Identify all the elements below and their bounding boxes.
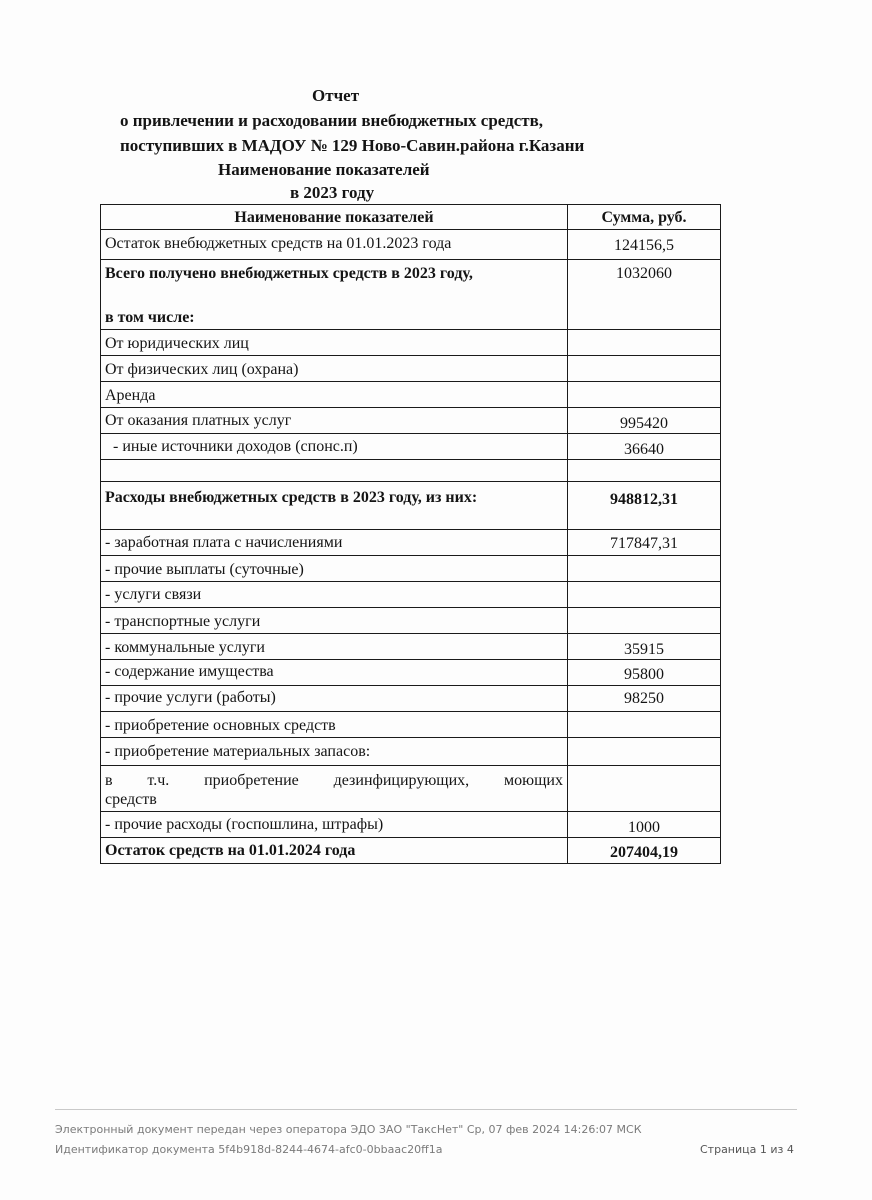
row-label: - заработная плата с начислениями <box>101 530 568 556</box>
row-label <box>101 460 568 482</box>
row-amount: 207404,19 <box>568 838 721 864</box>
row-amount: 95800 <box>568 660 721 686</box>
row-label: Остаток средств на 01.01.2024 года <box>101 838 568 864</box>
table-row <box>101 230 721 260</box>
row-amount: 35915 <box>568 634 721 660</box>
row-amount: 124156,5 <box>568 230 721 260</box>
row-label-line1: Всего получено внебюджетных средств в 2023 году, <box>105 265 473 282</box>
row-label: - услуги связи <box>101 582 568 608</box>
table-row <box>101 260 721 330</box>
row-label: - коммунальные услуги <box>101 634 568 660</box>
report-subtitle-line1: о привлечении и расходовании внебюджетных средств, <box>120 111 544 130</box>
table-row <box>101 530 721 556</box>
table-row <box>101 434 721 460</box>
row-amount <box>568 460 721 482</box>
row-label: - приобретение материальных запасов: <box>101 738 568 766</box>
row-amount <box>568 582 721 608</box>
row-label: От оказания платных услуг <box>101 408 568 434</box>
row-amount <box>568 556 721 582</box>
table-row <box>101 330 721 356</box>
column-header-sum: Сумма, руб. <box>568 205 721 230</box>
table-row <box>101 660 721 686</box>
row-label: - иные источники доходов (спонс.п) <box>101 434 568 460</box>
row-label: - содержание имущества <box>101 660 568 686</box>
table-row <box>101 838 721 864</box>
row-amount: 36640 <box>568 434 721 460</box>
report-title: Отчет <box>312 86 360 105</box>
table-row <box>101 766 721 812</box>
row-amount <box>568 766 721 812</box>
row-amount <box>568 738 721 766</box>
row-amount: 717847,31 <box>568 530 721 556</box>
document-identifier: Идентификатор документа 5f4b918d-8244-4674-afc0-0bbaac20ff1a <box>55 1143 443 1156</box>
row-label: - прочие расходы (госпошлина, штрафы) <box>101 812 568 838</box>
table-row <box>101 356 721 382</box>
table-header-row <box>101 205 721 230</box>
row-amount <box>568 712 721 738</box>
row-amount: 1000 <box>568 812 721 838</box>
row-label <box>101 766 568 812</box>
table-row <box>101 812 721 838</box>
row-label-line2: средств <box>105 791 157 808</box>
table-row <box>101 686 721 712</box>
row-amount: 995420 <box>568 408 721 434</box>
row-label: Аренда <box>101 382 568 408</box>
row-label: Остаток внебюджетных средств на 01.01.2023 года <box>101 230 568 260</box>
row-amount <box>568 382 721 408</box>
row-label-line2: в том числе: <box>105 309 195 326</box>
row-label-line1: в т.ч. приобретение дезинфицирующих, моющих <box>105 772 563 789</box>
row-amount <box>568 330 721 356</box>
row-amount <box>568 356 721 382</box>
table-row-empty <box>101 460 721 482</box>
row-label <box>101 260 568 330</box>
row-label: - приобретение основных средств <box>101 712 568 738</box>
row-label: - прочие услуги (работы) <box>101 686 568 712</box>
table-row <box>101 634 721 660</box>
table-row <box>101 608 721 634</box>
row-amount: 1032060 <box>568 260 721 330</box>
report-subtitle-line2: поступивших в МАДОУ № 129 Ново-Савин.района г.Казани <box>120 136 585 155</box>
edo-transfer-note: Электронный документ передан через оператора ЭДО ЗАО "ТаксНет" Ср, 07 фев 2024 14:26:07 МСК <box>55 1123 642 1136</box>
row-label: От юридических лиц <box>101 330 568 356</box>
row-amount: 98250 <box>568 686 721 712</box>
table-row <box>101 738 721 766</box>
table-row <box>101 382 721 408</box>
row-amount: 948812,31 <box>568 482 721 530</box>
row-label: - прочие выплаты (суточные) <box>101 556 568 582</box>
row-label: От физических лиц (охрана) <box>101 356 568 382</box>
table-row <box>101 582 721 608</box>
table-row <box>101 482 721 530</box>
table-row <box>101 556 721 582</box>
report-year: в 2023 году <box>290 183 375 202</box>
row-label: Расходы внебюджетных средств в 2023 году, из них: <box>101 482 568 530</box>
column-header-name: Наименование показателей <box>101 205 568 230</box>
report-table <box>100 204 721 864</box>
footer-divider <box>55 1109 797 1110</box>
row-label: - транспортные услуги <box>101 608 568 634</box>
table-row <box>101 712 721 738</box>
row-amount <box>568 608 721 634</box>
page-indicator: Страница 1 из 4 <box>700 1143 794 1156</box>
report-subtitle-line3: Наименование показателей <box>218 160 430 179</box>
table-row <box>101 408 721 434</box>
